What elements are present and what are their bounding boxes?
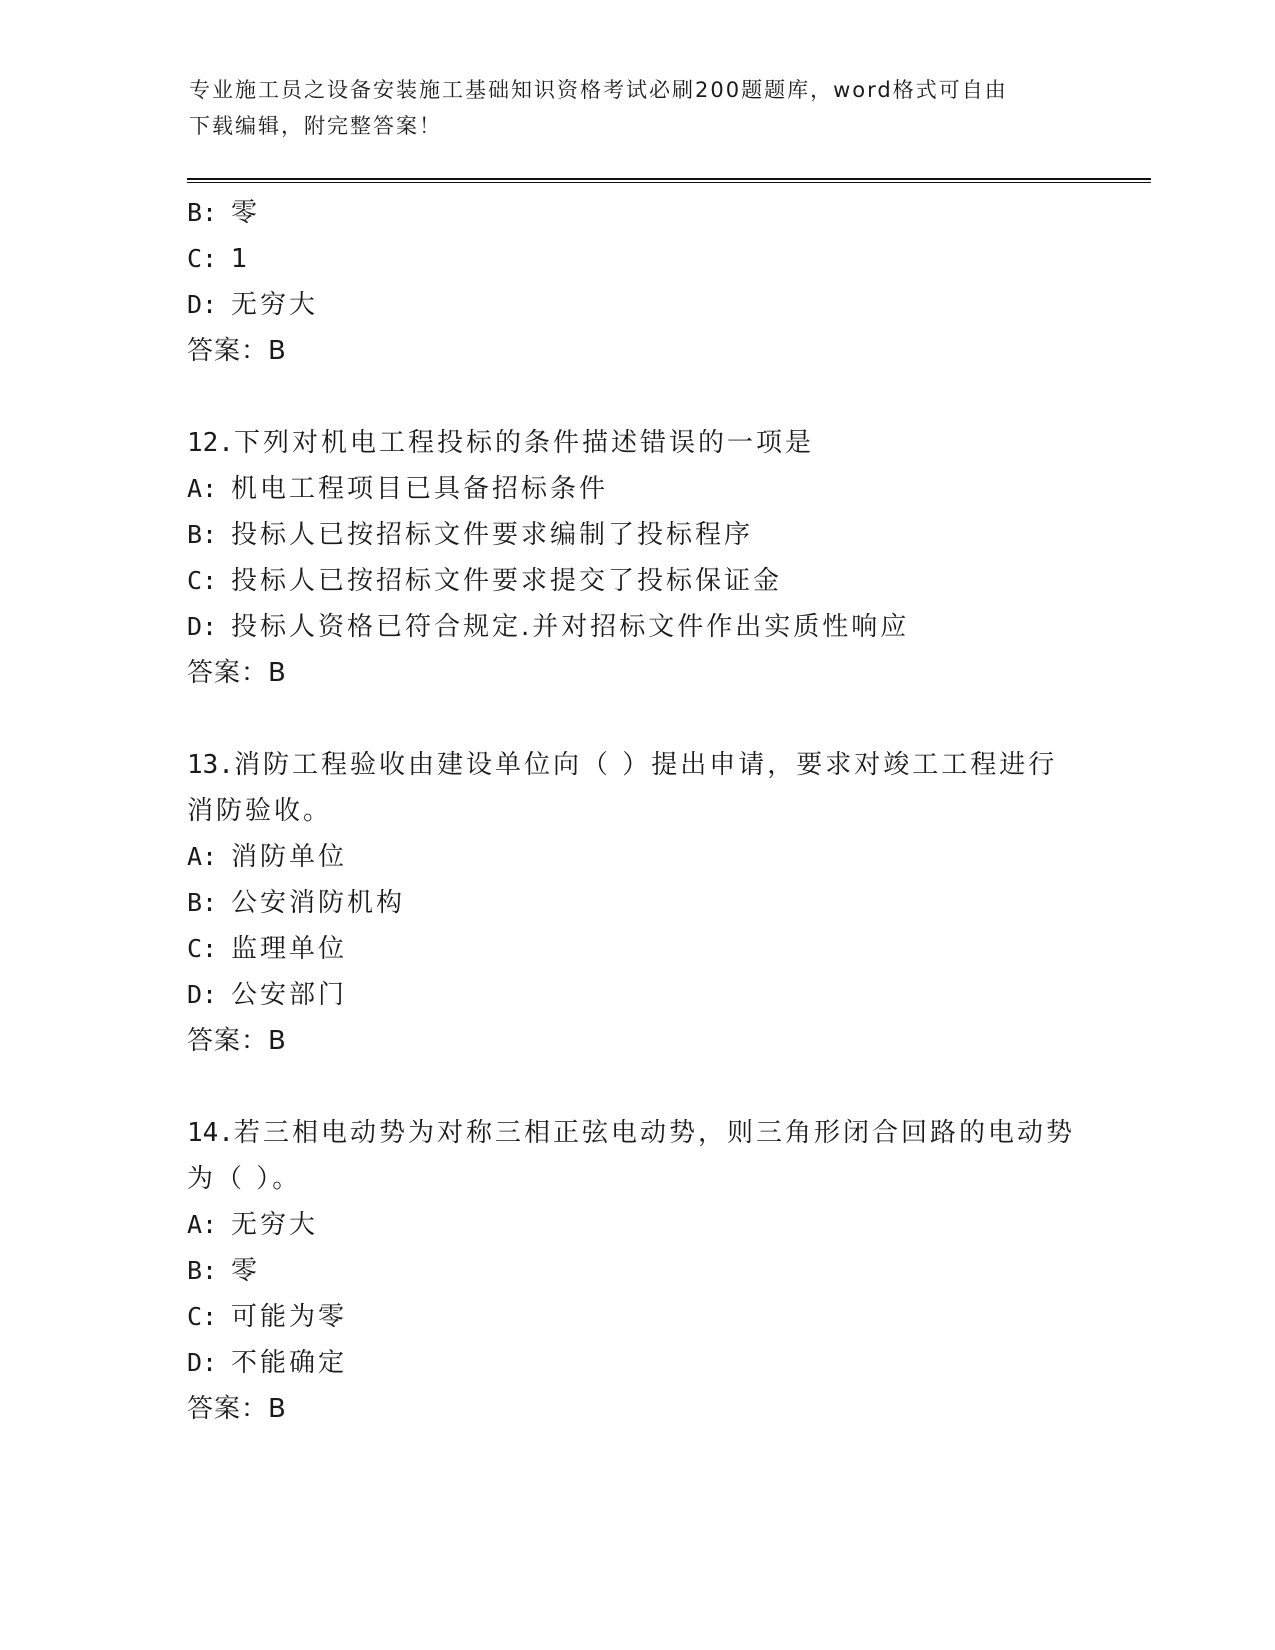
question-number: 13. xyxy=(187,750,234,780)
question-number: 14. xyxy=(187,1118,234,1148)
answer-line xyxy=(187,1018,1087,1064)
option-text: 投标人已按招标文件要求提交了投标保证金 xyxy=(231,566,783,596)
answer-label: 答案： xyxy=(187,1394,269,1424)
option-b xyxy=(187,1248,1087,1294)
option-text: 投标人资格已符合规定.并对招标文件作出实质性响应 xyxy=(231,612,910,642)
answer-value: B xyxy=(268,658,286,688)
option-key: B: xyxy=(187,888,218,917)
header-line-2: 下载编辑，附完整答案！ xyxy=(189,114,442,138)
option-c xyxy=(187,926,1087,972)
option-key: D: xyxy=(187,612,218,641)
option-text: 零 xyxy=(231,198,261,228)
option-key: C: xyxy=(187,934,218,963)
option-text: 不能确定 xyxy=(231,1348,348,1378)
option-key: C: xyxy=(187,1302,218,1331)
option-b xyxy=(187,512,1087,558)
question-12 xyxy=(187,420,1087,696)
option-d xyxy=(187,972,1087,1018)
option-key: C: xyxy=(187,244,218,273)
spacer xyxy=(187,1064,1087,1110)
document-header xyxy=(189,72,1089,144)
option-key: A: xyxy=(187,1210,218,1239)
option-c xyxy=(187,236,1087,282)
option-a xyxy=(187,1202,1087,1248)
option-key: A: xyxy=(187,842,218,871)
option-text: 1 xyxy=(231,244,251,274)
option-key: B: xyxy=(187,520,218,549)
option-a xyxy=(187,834,1087,880)
question-fragment xyxy=(187,190,1087,374)
question-number: 12. xyxy=(187,428,234,458)
option-text: 无穷大 xyxy=(231,1210,319,1240)
option-text: 公安部门 xyxy=(231,980,348,1010)
option-key: B: xyxy=(187,1256,218,1285)
answer-line xyxy=(187,650,1087,696)
question-stem xyxy=(187,420,1087,466)
question-list xyxy=(187,190,1087,1432)
answer-value: B xyxy=(268,336,286,366)
question-text: 若三相电动势为对称三相正弦电动势，则三角形闭合回路的电动势 xyxy=(233,1118,1075,1148)
spacer xyxy=(187,696,1087,742)
option-d xyxy=(187,604,1087,650)
answer-line xyxy=(187,1386,1087,1432)
option-key: C: xyxy=(187,566,218,595)
option-text: 机电工程项目已具备招标条件 xyxy=(231,474,609,504)
question-stem xyxy=(187,1110,1087,1156)
option-d xyxy=(187,282,1087,328)
option-text: 投标人已按招标文件要求编制了投标程序 xyxy=(231,520,754,550)
question-stem xyxy=(187,742,1087,788)
option-key: A: xyxy=(187,474,218,503)
option-a xyxy=(187,466,1087,512)
option-text: 零 xyxy=(231,1256,261,1286)
option-c xyxy=(187,1294,1087,1340)
header-divider xyxy=(187,178,1151,183)
option-b xyxy=(187,880,1087,926)
option-key: D: xyxy=(187,290,218,319)
question-14 xyxy=(187,1110,1087,1432)
answer-label: 答案： xyxy=(187,336,269,366)
answer-value: B xyxy=(268,1394,286,1424)
question-text: 下列对机电工程投标的条件描述错误的一项是 xyxy=(233,428,814,458)
option-d xyxy=(187,1340,1087,1386)
question-stem-continued: 消防验收。 xyxy=(187,796,333,826)
option-b xyxy=(187,190,1087,236)
answer-value: B xyxy=(268,1026,286,1056)
question-text: 消防工程验收由建设单位向（ ）提出申请，要求对竣工工程进行 xyxy=(233,750,1058,780)
question-stem-continued: 为（ ）。 xyxy=(187,1164,302,1194)
option-key: B: xyxy=(187,198,218,227)
option-text: 无穷大 xyxy=(231,290,319,320)
answer-label: 答案： xyxy=(187,1026,269,1056)
option-key: D: xyxy=(187,1348,218,1377)
option-text: 监理单位 xyxy=(231,934,348,964)
header-line-1: 专业施工员之设备安装施工基础知识资格考试必刷200题题库，word格式可自由 xyxy=(189,78,1008,102)
option-text: 可能为零 xyxy=(231,1302,348,1332)
question-13 xyxy=(187,742,1087,1064)
answer-line xyxy=(187,328,1087,374)
option-key: D: xyxy=(187,980,218,1009)
option-text: 消防单位 xyxy=(231,842,348,872)
option-c xyxy=(187,558,1087,604)
answer-label: 答案： xyxy=(187,658,269,688)
spacer xyxy=(187,374,1087,420)
option-text: 公安消防机构 xyxy=(231,888,406,918)
